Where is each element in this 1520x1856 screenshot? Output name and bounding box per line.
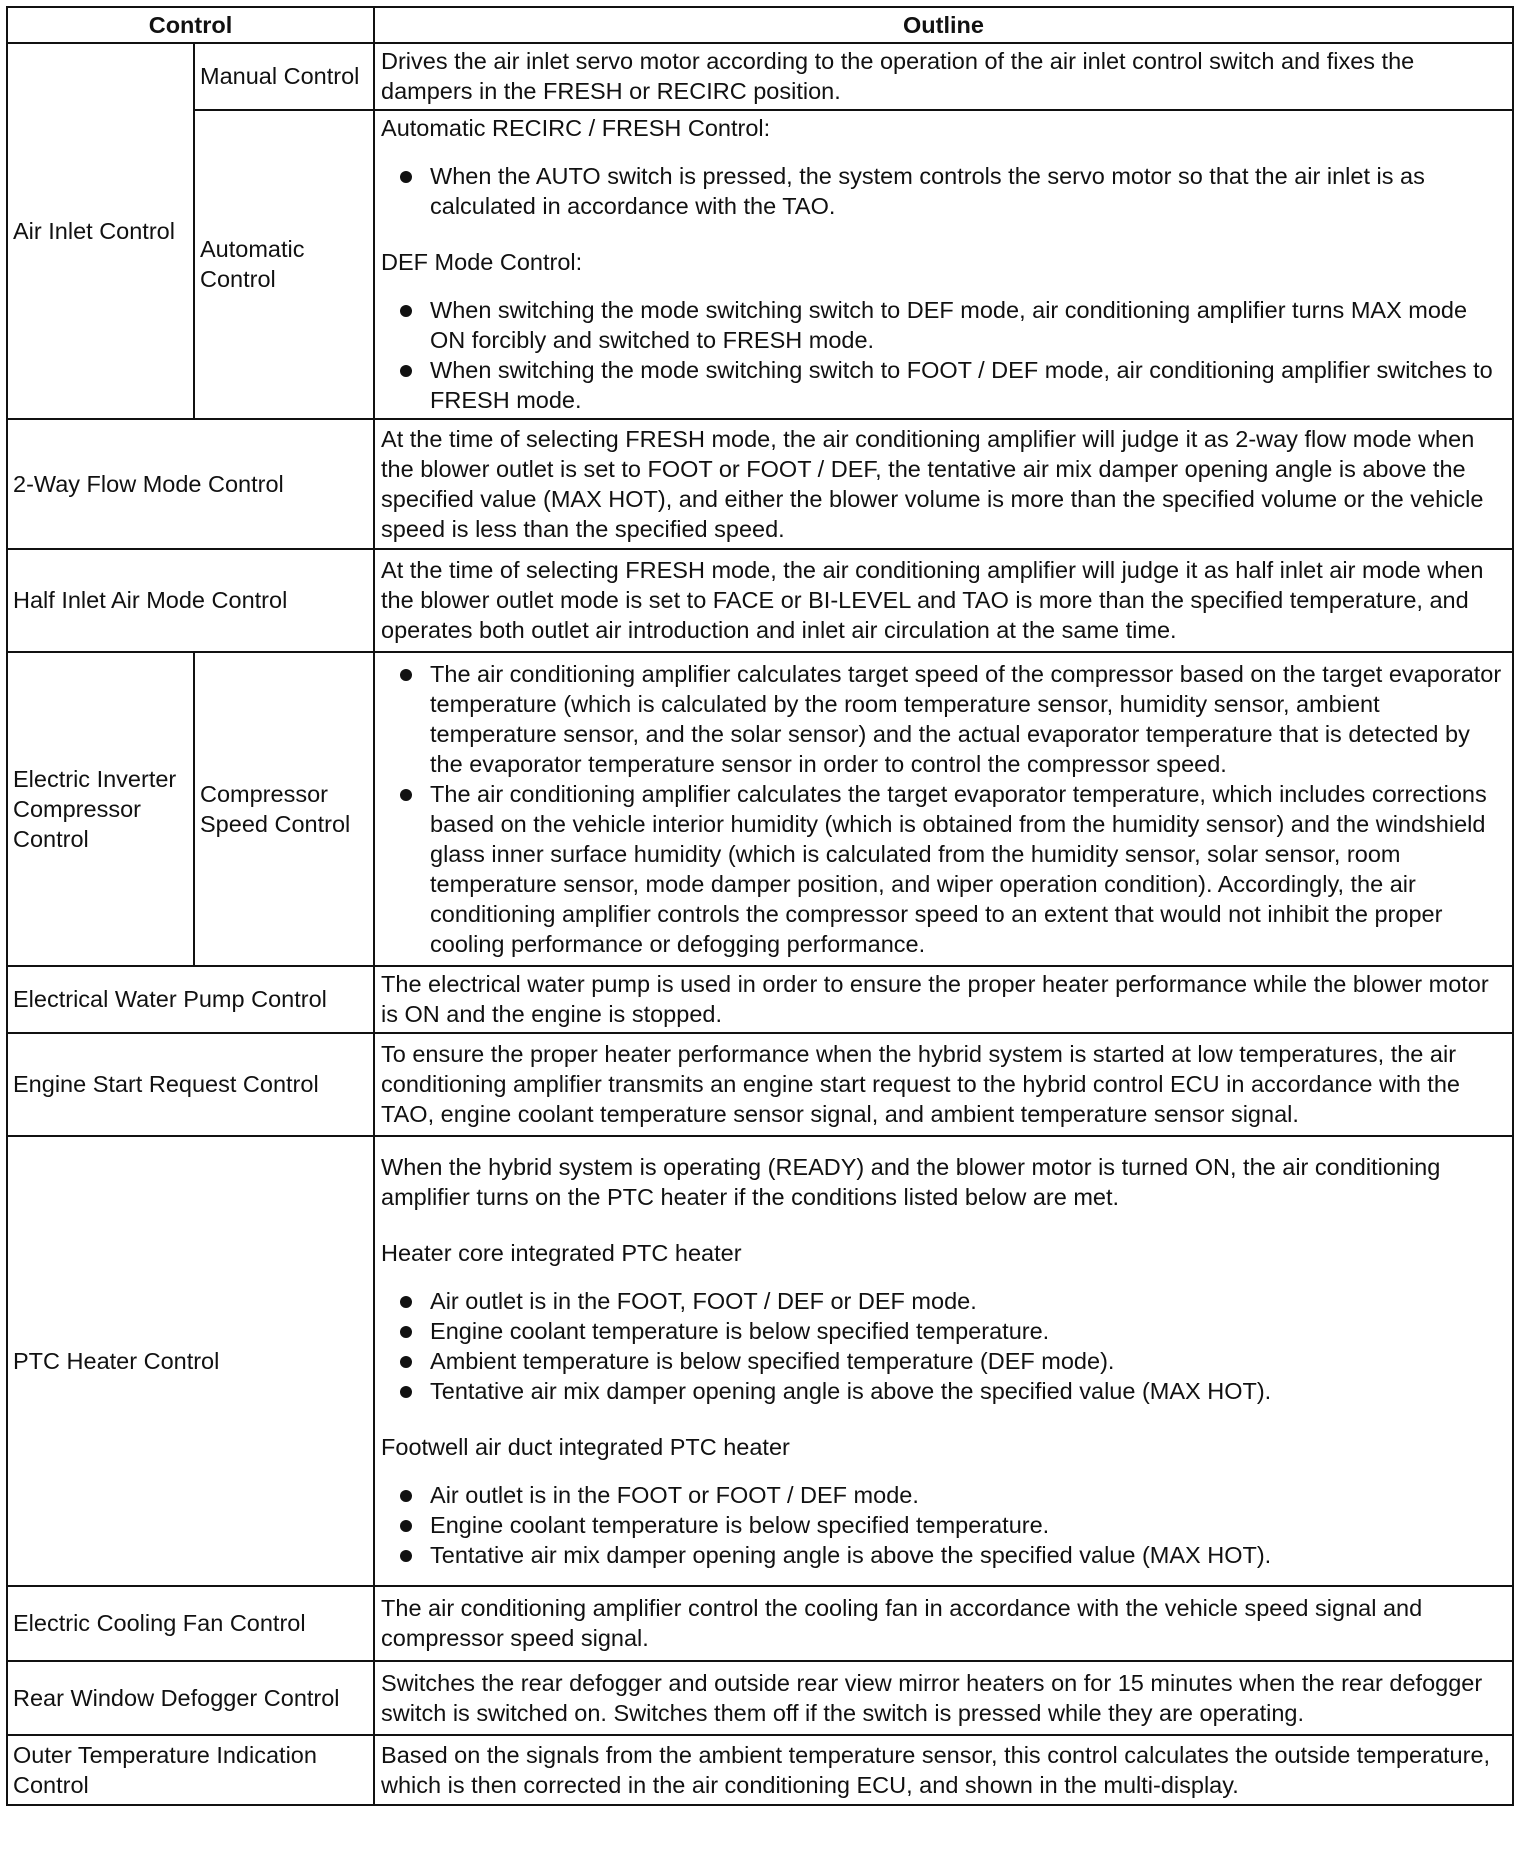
half-inlet-label: Half Inlet Air Mode Control: [7, 549, 374, 652]
outer-temperature-label: Outer Temperature Indication Control: [7, 1735, 374, 1805]
rear-defogger-label: Rear Window Defogger Control: [7, 1661, 374, 1735]
row-air-inlet-manual: [7, 43, 1513, 110]
header-outline: Outline: [374, 7, 1513, 43]
outer-temperature-outline: Based on the signals from the ambient temperature sensor, this control calculates the outside temperature, which is then corrected in the air conditioning ECU, and shown in the multi-display.: [374, 1735, 1513, 1805]
compressor-speed-label: Compressor Speed Control: [194, 652, 374, 966]
rear-defogger-outline: Switches the rear defogger and outside rear view mirror heaters on for 15 minutes when the rear defogger switch is switched on. Switches them off if the switch is pressed while they are operating.: [374, 1661, 1513, 1735]
row-water-pump: [7, 966, 1513, 1033]
bullet-item: When switching the mode switching switch to FOOT / DEF mode, air conditioning amplifier switches to FRESH mode.: [381, 355, 1508, 415]
row-engine-start: [7, 1033, 1513, 1136]
water-pump-label: Electrical Water Pump Control: [7, 966, 374, 1033]
water-pump-outline: The electrical water pump is used in order to ensure the proper heater performance while the blower motor is ON and the engine is stopped.: [374, 966, 1513, 1033]
manual-control-outline: Drives the air inlet servo motor according to the operation of the air inlet control switch and fixes the dampers in the FRESH or RECIRC position.: [374, 43, 1513, 110]
def-mode-bullets: [381, 295, 1508, 415]
row-ptc-heater: [7, 1136, 1513, 1586]
footwell-heading: Footwell air duct integrated PTC heater: [381, 1433, 790, 1460]
bullet-item: Engine coolant temperature is below specified temperature.: [381, 1510, 1508, 1540]
header-row: [7, 7, 1513, 43]
bullet-item: Air outlet is in the FOOT, FOOT / DEF or DEF mode.: [381, 1286, 1508, 1316]
auto-recirc-heading: Automatic RECIRC / FRESH Control:: [381, 115, 771, 141]
bullet-item: Tentative air mix damper opening angle is above the specified value (MAX HOT).: [381, 1540, 1508, 1570]
half-inlet-outline: At the time of selecting FRESH mode, the air conditioning amplifier will judge it as half inlet air mode when the blower outlet mode is set to FACE or BI-LEVEL and TAO is more than the specified temperature, and operates both outlet air introduction and inlet air circulation at the same time.: [374, 549, 1513, 652]
automatic-control-outline: [374, 110, 1513, 419]
bullet-item: Tentative air mix damper opening angle is above the specified value (MAX HOT).: [381, 1376, 1508, 1406]
bullet-item: The air conditioning amplifier calculates the target evaporator temperature, which includes corrections based on the vehicle interior humidity (which is obtained from the humidity sensor) and the windshield glass inner surface humidity (which is calculated from the humidity sensor, solar sensor, room temperature sensor, mode damper position, and wiper operation condition). Accordingly, the air conditioning amplifier controls the compressor speed to an extent that would not inhibit the proper cooling performance or defogging performance.: [381, 779, 1508, 959]
row-outer-temperature: [7, 1735, 1513, 1805]
ptc-heater-outline: [374, 1136, 1513, 1586]
engine-start-outline: To ensure the proper heater performance when the hybrid system is started at low temperatures, the air conditioning amplifier transmits an engine start request to the hybrid control ECU in accordance with the TAO, engine coolant temperature sensor signal, and ambient temperature sensor signal.: [374, 1033, 1513, 1136]
manual-control-label: Manual Control: [194, 43, 374, 110]
engine-start-label: Engine Start Request Control: [7, 1033, 374, 1136]
header-control: Control: [7, 7, 374, 43]
bullet-item: When the AUTO switch is pressed, the system controls the servo motor so that the air inlet is as calculated in accordance with the TAO.: [381, 161, 1508, 221]
bullet-item: Engine coolant temperature is below specified temperature.: [381, 1316, 1508, 1346]
two-way-label: 2-Way Flow Mode Control: [7, 419, 374, 549]
compressor-speed-outline: [374, 652, 1513, 966]
def-mode-heading: DEF Mode Control:: [381, 249, 583, 275]
row-cooling-fan: [7, 1586, 1513, 1661]
air-inlet-label: Air Inlet Control: [7, 43, 194, 419]
cooling-fan-label: Electric Cooling Fan Control: [7, 1586, 374, 1661]
bullet-item: Air outlet is in the FOOT or FOOT / DEF mode.: [381, 1480, 1508, 1510]
two-way-outline: At the time of selecting FRESH mode, the air conditioning amplifier will judge it as 2-way flow mode when the blower outlet is set to FOOT or FOOT / DEF, the tentative air mix damper opening angle is above the specified value (MAX HOT), and either the blower volume is more than the specified volume or the vehicle speed is less than the specified speed.: [374, 419, 1513, 549]
footwell-bullets: [381, 1480, 1508, 1570]
row-air-inlet-automatic: [7, 110, 1513, 419]
auto-recirc-bullets: [381, 161, 1508, 221]
heater-core-bullets: [381, 1286, 1508, 1406]
bullet-item: The air conditioning amplifier calculates target speed of the compressor based on the target evaporator temperature (which is calculated by the room temperature sensor, humidity sensor, ambient temperature sensor, and the solar sensor) and the actual evaporator temperature that is detected by the evaporator temperature sensor in order to control the compressor speed.: [381, 659, 1508, 779]
row-half-inlet: [7, 549, 1513, 652]
row-inverter-compressor: [7, 652, 1513, 966]
cooling-fan-outline: The air conditioning amplifier control the cooling fan in accordance with the vehicle speed signal and compressor speed signal.: [374, 1586, 1513, 1661]
inverter-compressor-label: Electric Inverter Compressor Control: [7, 652, 194, 966]
bullet-item: When switching the mode switching switch to DEF mode, air conditioning amplifier turns MAX mode ON forcibly and switched to FRESH mode.: [381, 295, 1508, 355]
compressor-bullets: [381, 659, 1508, 959]
control-outline-table: [6, 6, 1514, 1806]
heater-core-heading: Heater core integrated PTC heater: [381, 1239, 742, 1266]
row-two-way-flow: [7, 419, 1513, 549]
automatic-control-label: Automatic Control: [194, 110, 374, 419]
bullet-item: Ambient temperature is below specified temperature (DEF mode).: [381, 1346, 1508, 1376]
ptc-heater-label: PTC Heater Control: [7, 1136, 374, 1586]
ptc-intro: When the hybrid system is operating (READY) and the blower motor is turned ON, the air conditioning amplifier turns on the PTC heater if the conditions listed below are met.: [381, 1153, 1441, 1210]
row-rear-defogger: [7, 1661, 1513, 1735]
